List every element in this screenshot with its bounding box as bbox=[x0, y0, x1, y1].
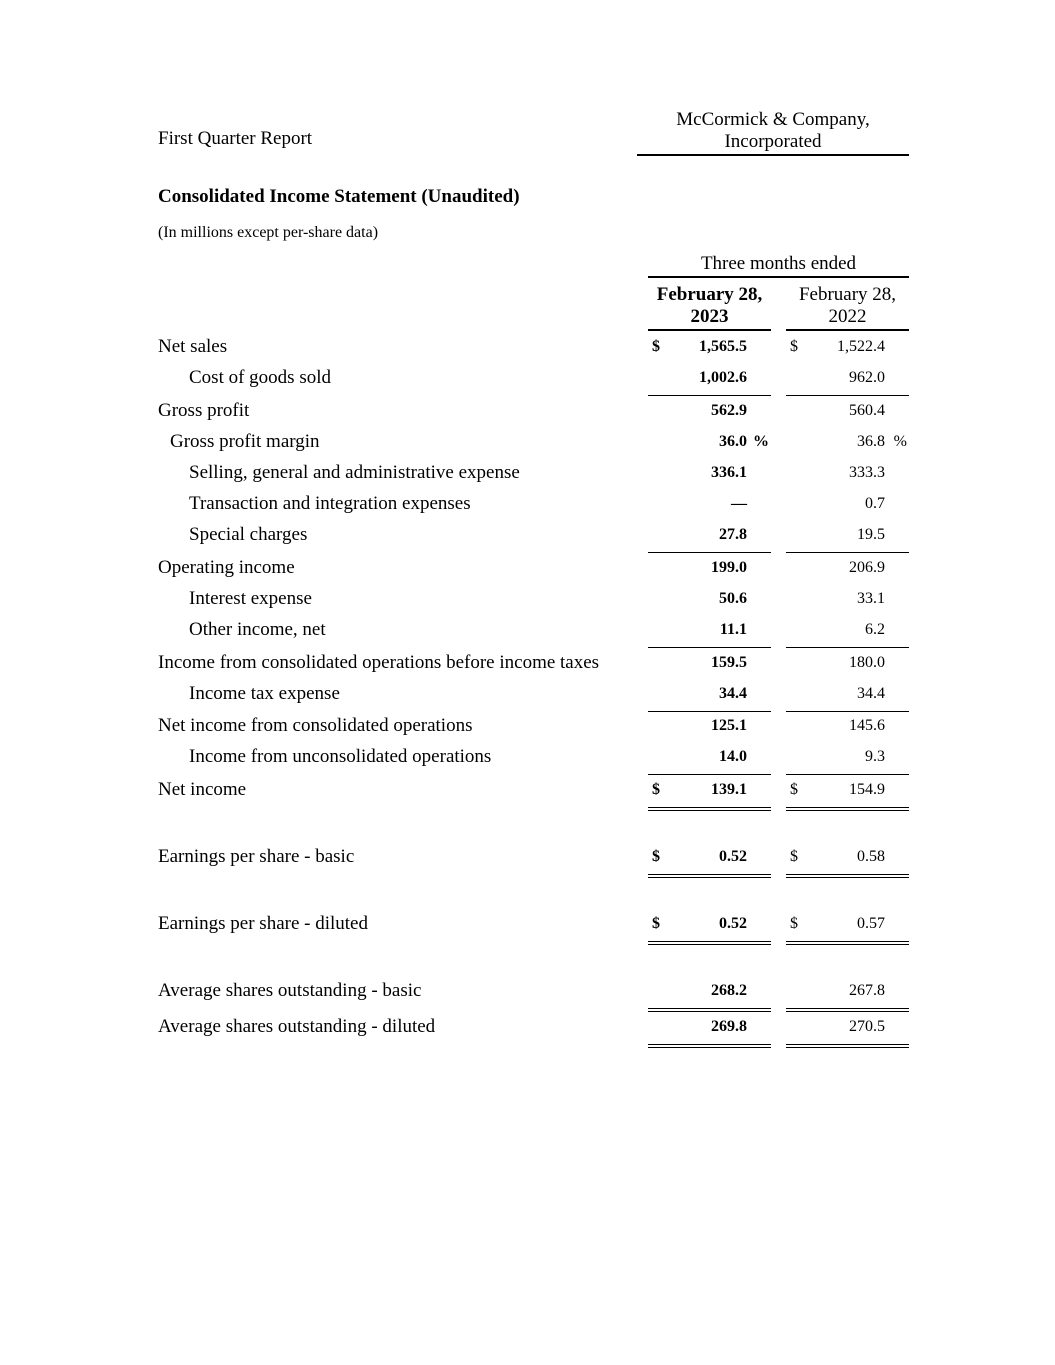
currency-symbol: $ bbox=[790, 781, 798, 798]
amount: 0.52 bbox=[719, 915, 747, 932]
currency-symbol: $ bbox=[790, 338, 798, 355]
amount: 11.1 bbox=[719, 621, 747, 638]
row-net-income bbox=[0, 779, 1055, 810]
currency-symbol: $ bbox=[790, 915, 798, 932]
amount: 154.9 bbox=[849, 781, 885, 798]
value-2023 bbox=[648, 1018, 771, 1048]
statement-title: Consolidated Income Statement (Unaudited) bbox=[158, 186, 520, 207]
value-2022 bbox=[786, 369, 909, 396]
amount: 267.8 bbox=[849, 982, 885, 999]
amount: 14.0 bbox=[719, 748, 747, 765]
row-label: Average shares outstanding - diluted bbox=[158, 1016, 436, 1037]
amount: 199.0 bbox=[711, 559, 747, 576]
column-header-2022-line2: 2022 bbox=[828, 306, 867, 327]
amount: 125.1 bbox=[711, 717, 747, 734]
row-avg-shares-basic bbox=[0, 980, 1055, 1011]
value-2022 bbox=[786, 781, 909, 811]
row-label: Income from consolidated operations before income taxes bbox=[158, 652, 600, 673]
value-2023 bbox=[648, 464, 771, 490]
column-header-2023-line1: February 28, bbox=[656, 284, 763, 305]
company-name bbox=[637, 109, 909, 156]
row-label: Selling, general and administrative expense bbox=[189, 462, 520, 483]
row-label: Income tax expense bbox=[189, 683, 340, 704]
value-2022 bbox=[786, 590, 909, 616]
value-2022 bbox=[786, 685, 909, 712]
amount: 206.9 bbox=[849, 559, 885, 576]
row-label: Earnings per share - basic bbox=[158, 846, 355, 867]
value-2022 bbox=[786, 526, 909, 553]
column-header-2023 bbox=[648, 284, 771, 331]
value-2023 bbox=[648, 526, 771, 553]
amount: 0.52 bbox=[719, 848, 747, 865]
value-2023 bbox=[648, 654, 771, 680]
value-2023 bbox=[648, 848, 771, 878]
value-2023 bbox=[648, 915, 771, 945]
row-income-unconsolidated bbox=[0, 746, 1055, 777]
row-label: Special charges bbox=[189, 524, 308, 545]
row-label: Cost of goods sold bbox=[189, 367, 331, 388]
value-2023 bbox=[648, 748, 771, 775]
value-2023 bbox=[648, 621, 771, 648]
row-income-before-taxes bbox=[0, 652, 1055, 683]
row-gross-profit bbox=[0, 400, 1055, 431]
amount: 1,522.4 bbox=[837, 338, 885, 355]
amount: 50.6 bbox=[719, 590, 747, 607]
value-2022 bbox=[786, 464, 909, 490]
value-2023 bbox=[648, 685, 771, 712]
value-2022 bbox=[786, 402, 909, 428]
value-2023 bbox=[648, 369, 771, 396]
row-income-tax-expense bbox=[0, 683, 1055, 714]
amount: 1,002.6 bbox=[699, 369, 747, 386]
currency-symbol: $ bbox=[652, 915, 660, 932]
row-label: Operating income bbox=[158, 557, 295, 578]
value-2022 bbox=[786, 915, 909, 945]
value-2022 bbox=[786, 748, 909, 775]
company-name-line2: Incorporated bbox=[724, 131, 822, 152]
currency-symbol: $ bbox=[652, 338, 660, 355]
row-cost-of-goods-sold bbox=[0, 367, 1055, 398]
amount: 34.4 bbox=[857, 685, 885, 702]
value-2022 bbox=[786, 717, 909, 743]
column-header-2022 bbox=[786, 284, 909, 331]
amount: 962.0 bbox=[849, 369, 885, 386]
row-net-income-consolidated bbox=[0, 715, 1055, 746]
currency-symbol: $ bbox=[790, 848, 798, 865]
value-2022 bbox=[786, 848, 909, 878]
row-net-sales bbox=[0, 336, 1055, 367]
value-2022 bbox=[786, 495, 909, 521]
value-2022 bbox=[786, 621, 909, 648]
amount: 336.1 bbox=[711, 464, 747, 481]
amount: 269.8 bbox=[711, 1018, 747, 1035]
row-sga-expense bbox=[0, 462, 1055, 493]
row-label: Earnings per share - diluted bbox=[158, 913, 368, 934]
amount: 180.0 bbox=[849, 654, 885, 671]
row-transaction-integration-expenses bbox=[0, 493, 1055, 524]
amount: 268.2 bbox=[711, 982, 747, 999]
amount: 9.3 bbox=[865, 748, 885, 765]
value-2022 bbox=[786, 433, 909, 459]
period-header: Three months ended bbox=[648, 253, 909, 278]
row-avg-shares-diluted bbox=[0, 1016, 1055, 1047]
amount: 270.5 bbox=[849, 1018, 885, 1035]
value-2023 bbox=[648, 590, 771, 616]
amount: 36.8 bbox=[857, 433, 885, 450]
value-2023 bbox=[648, 717, 771, 743]
row-label: Income from unconsolidated operations bbox=[189, 746, 492, 767]
amount: 19.5 bbox=[857, 526, 885, 543]
row-eps-basic bbox=[0, 846, 1055, 877]
amount: 33.1 bbox=[857, 590, 885, 607]
value-2023 bbox=[648, 338, 771, 364]
currency-symbol: $ bbox=[652, 781, 660, 798]
value-2023 bbox=[648, 402, 771, 428]
row-label: Gross profit bbox=[158, 400, 250, 421]
amount: — bbox=[731, 495, 747, 512]
row-interest-expense bbox=[0, 588, 1055, 619]
row-gross-profit-margin bbox=[0, 431, 1055, 462]
row-label: Transaction and integration expenses bbox=[189, 493, 471, 514]
row-operating-income bbox=[0, 557, 1055, 588]
amount: 0.57 bbox=[857, 915, 885, 932]
amount: 562.9 bbox=[711, 402, 747, 419]
value-2022 bbox=[786, 982, 909, 1012]
amount: 34.4 bbox=[719, 685, 747, 702]
amount: 139.1 bbox=[711, 781, 747, 798]
row-special-charges bbox=[0, 524, 1055, 555]
row-other-income bbox=[0, 619, 1055, 650]
value-2022 bbox=[786, 338, 909, 364]
value-2023 bbox=[648, 982, 771, 1012]
amount: 36.0 bbox=[719, 433, 747, 450]
percent-sign: % bbox=[893, 433, 907, 450]
currency-symbol: $ bbox=[652, 848, 660, 865]
amount: 6.2 bbox=[865, 621, 885, 638]
value-2023 bbox=[648, 433, 771, 459]
value-2023 bbox=[648, 781, 771, 811]
amount: 0.58 bbox=[857, 848, 885, 865]
company-name-line1: McCormick & Company, bbox=[676, 109, 870, 130]
value-2023 bbox=[648, 559, 771, 585]
amount: 145.6 bbox=[849, 717, 885, 734]
row-label: Average shares outstanding - basic bbox=[158, 980, 422, 1001]
column-header-2023-line2: 2023 bbox=[690, 306, 729, 327]
row-eps-diluted bbox=[0, 913, 1055, 944]
value-2023 bbox=[648, 495, 771, 521]
statement-subtitle: (In millions except per-share data) bbox=[158, 224, 379, 241]
amount: 1,565.5 bbox=[699, 338, 747, 355]
row-label: Interest expense bbox=[189, 588, 312, 609]
amount: 560.4 bbox=[849, 402, 885, 419]
amount: 159.5 bbox=[711, 654, 747, 671]
row-label: Net income from consolidated operations bbox=[158, 715, 473, 736]
value-2022 bbox=[786, 1018, 909, 1048]
column-header-2022-line1: February 28, bbox=[798, 284, 897, 305]
value-2022 bbox=[786, 559, 909, 585]
amount: 0.7 bbox=[865, 495, 885, 512]
percent-sign: % bbox=[753, 433, 769, 450]
row-label: Net income bbox=[158, 779, 247, 800]
amount: 333.3 bbox=[849, 464, 885, 481]
row-label: Other income, net bbox=[189, 619, 326, 640]
value-2022 bbox=[786, 654, 909, 680]
report-name: First Quarter Report bbox=[158, 128, 313, 149]
row-label: Net sales bbox=[158, 336, 228, 357]
amount: 27.8 bbox=[719, 526, 747, 543]
row-label: Gross profit margin bbox=[170, 431, 320, 452]
